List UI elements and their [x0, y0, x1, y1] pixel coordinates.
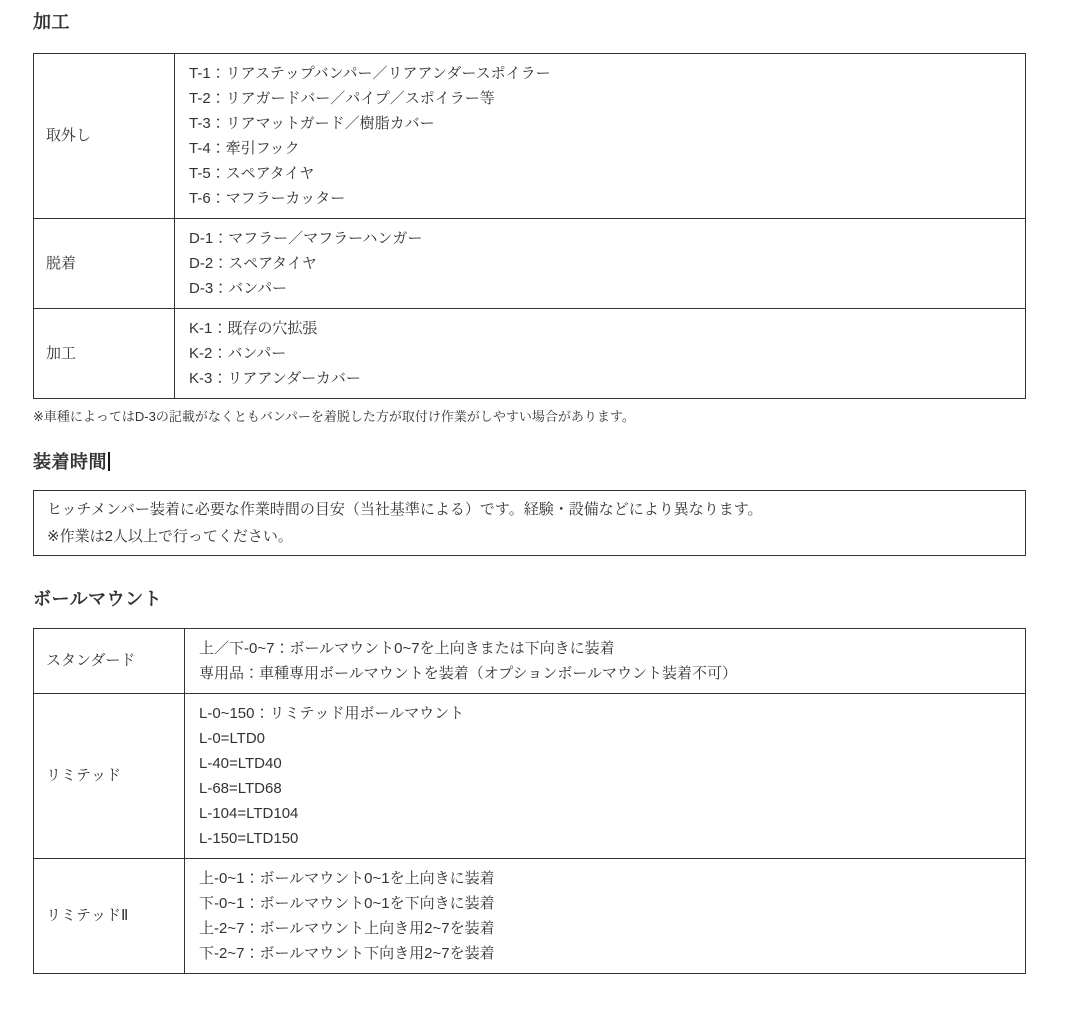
kakou-table-note: ※車種によってはD-3の記載がなくともバンパーを着脱した方が取付け作業がしやすい場合があります。	[33, 409, 635, 424]
row-items	[175, 54, 1026, 219]
spec-item-line: 上／下-0~7：ボールマウント0~7を上向きまたは下向きに装着	[199, 640, 615, 657]
row-label: 取外し	[34, 54, 175, 219]
table-row	[34, 859, 1026, 974]
spec-item-line: T-6：マフラーカッター	[189, 190, 346, 207]
heading-souchaku-label: 装着時間	[33, 452, 107, 472]
table-row	[34, 219, 1026, 309]
spec-item-line: L-0~150：リミテッド用ボールマウント	[199, 705, 465, 722]
row-label: 加工	[34, 309, 175, 399]
table-row	[34, 694, 1026, 859]
heading-souchaku[interactable]	[33, 452, 1026, 473]
row-label: 脱着	[34, 219, 175, 309]
row-label: リミテッド	[34, 694, 185, 859]
text-caret	[108, 452, 110, 471]
row-label: リミテッドⅡ	[34, 859, 185, 974]
spec-item-line: 下-2~7：ボールマウント下向き用2~7を装着	[199, 945, 495, 962]
table-row	[34, 629, 1026, 694]
table-row	[34, 309, 1026, 399]
row-items	[175, 309, 1026, 399]
spec-item-line: K-2：バンパー	[189, 345, 287, 362]
row-items	[185, 694, 1026, 859]
heading-kakou: 加工	[33, 12, 70, 32]
ballmount-table	[33, 628, 1026, 974]
info-box-line: ※作業は2人以上で行ってください。	[47, 528, 293, 545]
row-items	[185, 859, 1026, 974]
spec-item-line: L-104=LTD104	[199, 805, 299, 822]
spec-item-line: L-150=LTD150	[199, 830, 299, 847]
spec-item-line: L-40=LTD40	[199, 755, 282, 772]
spec-item-line: T-3：リアマットガード／樹脂カバー	[189, 115, 435, 132]
kakou-table	[33, 53, 1026, 399]
spec-item-line: 上-0~1：ボールマウント0~1を上向きに装着	[199, 870, 495, 887]
souchaku-info-box	[33, 490, 1026, 556]
spec-item-line: D-1：マフラー／マフラーハンガー	[189, 230, 423, 247]
spec-item-line: T-4：牽引フック	[189, 140, 300, 157]
heading-ballmount: ボールマウント	[33, 589, 163, 609]
spec-item-line: T-5：スペアタイヤ	[189, 165, 315, 182]
spec-item-line: D-3：バンパー	[189, 280, 288, 297]
spec-item-line: K-1：既存の穴拡張	[189, 320, 318, 337]
row-items	[185, 629, 1026, 694]
row-items	[175, 219, 1026, 309]
spec-item-line: 下-0~1：ボールマウント0~1を下向きに装着	[199, 895, 495, 912]
row-label: スタンダード	[34, 629, 185, 694]
spec-item-line: L-68=LTD68	[199, 780, 282, 797]
spec-item-line: T-2：リアガードバー／パイプ／スポイラー等	[189, 90, 495, 107]
info-box-line: ヒッチメンバー装着に必要な作業時間の目安（当社基準による）です。経験・設備などにより異なります。	[47, 501, 763, 518]
table-row	[34, 54, 1026, 219]
spec-item-line: L-0=LTD0	[199, 730, 266, 747]
spec-item-line: T-1：リアステップバンパー／リアアンダースポイラー	[189, 65, 551, 82]
spec-item-line: D-2：スペアタイヤ	[189, 255, 317, 272]
spec-item-line: 上-2~7：ボールマウント上向き用2~7を装着	[199, 920, 495, 937]
spec-item-line: 専用品：車種専用ボールマウントを装着（オプションボールマウント装着不可）	[199, 665, 738, 682]
spec-item-line: K-3：リアアンダーカバー	[189, 370, 361, 387]
